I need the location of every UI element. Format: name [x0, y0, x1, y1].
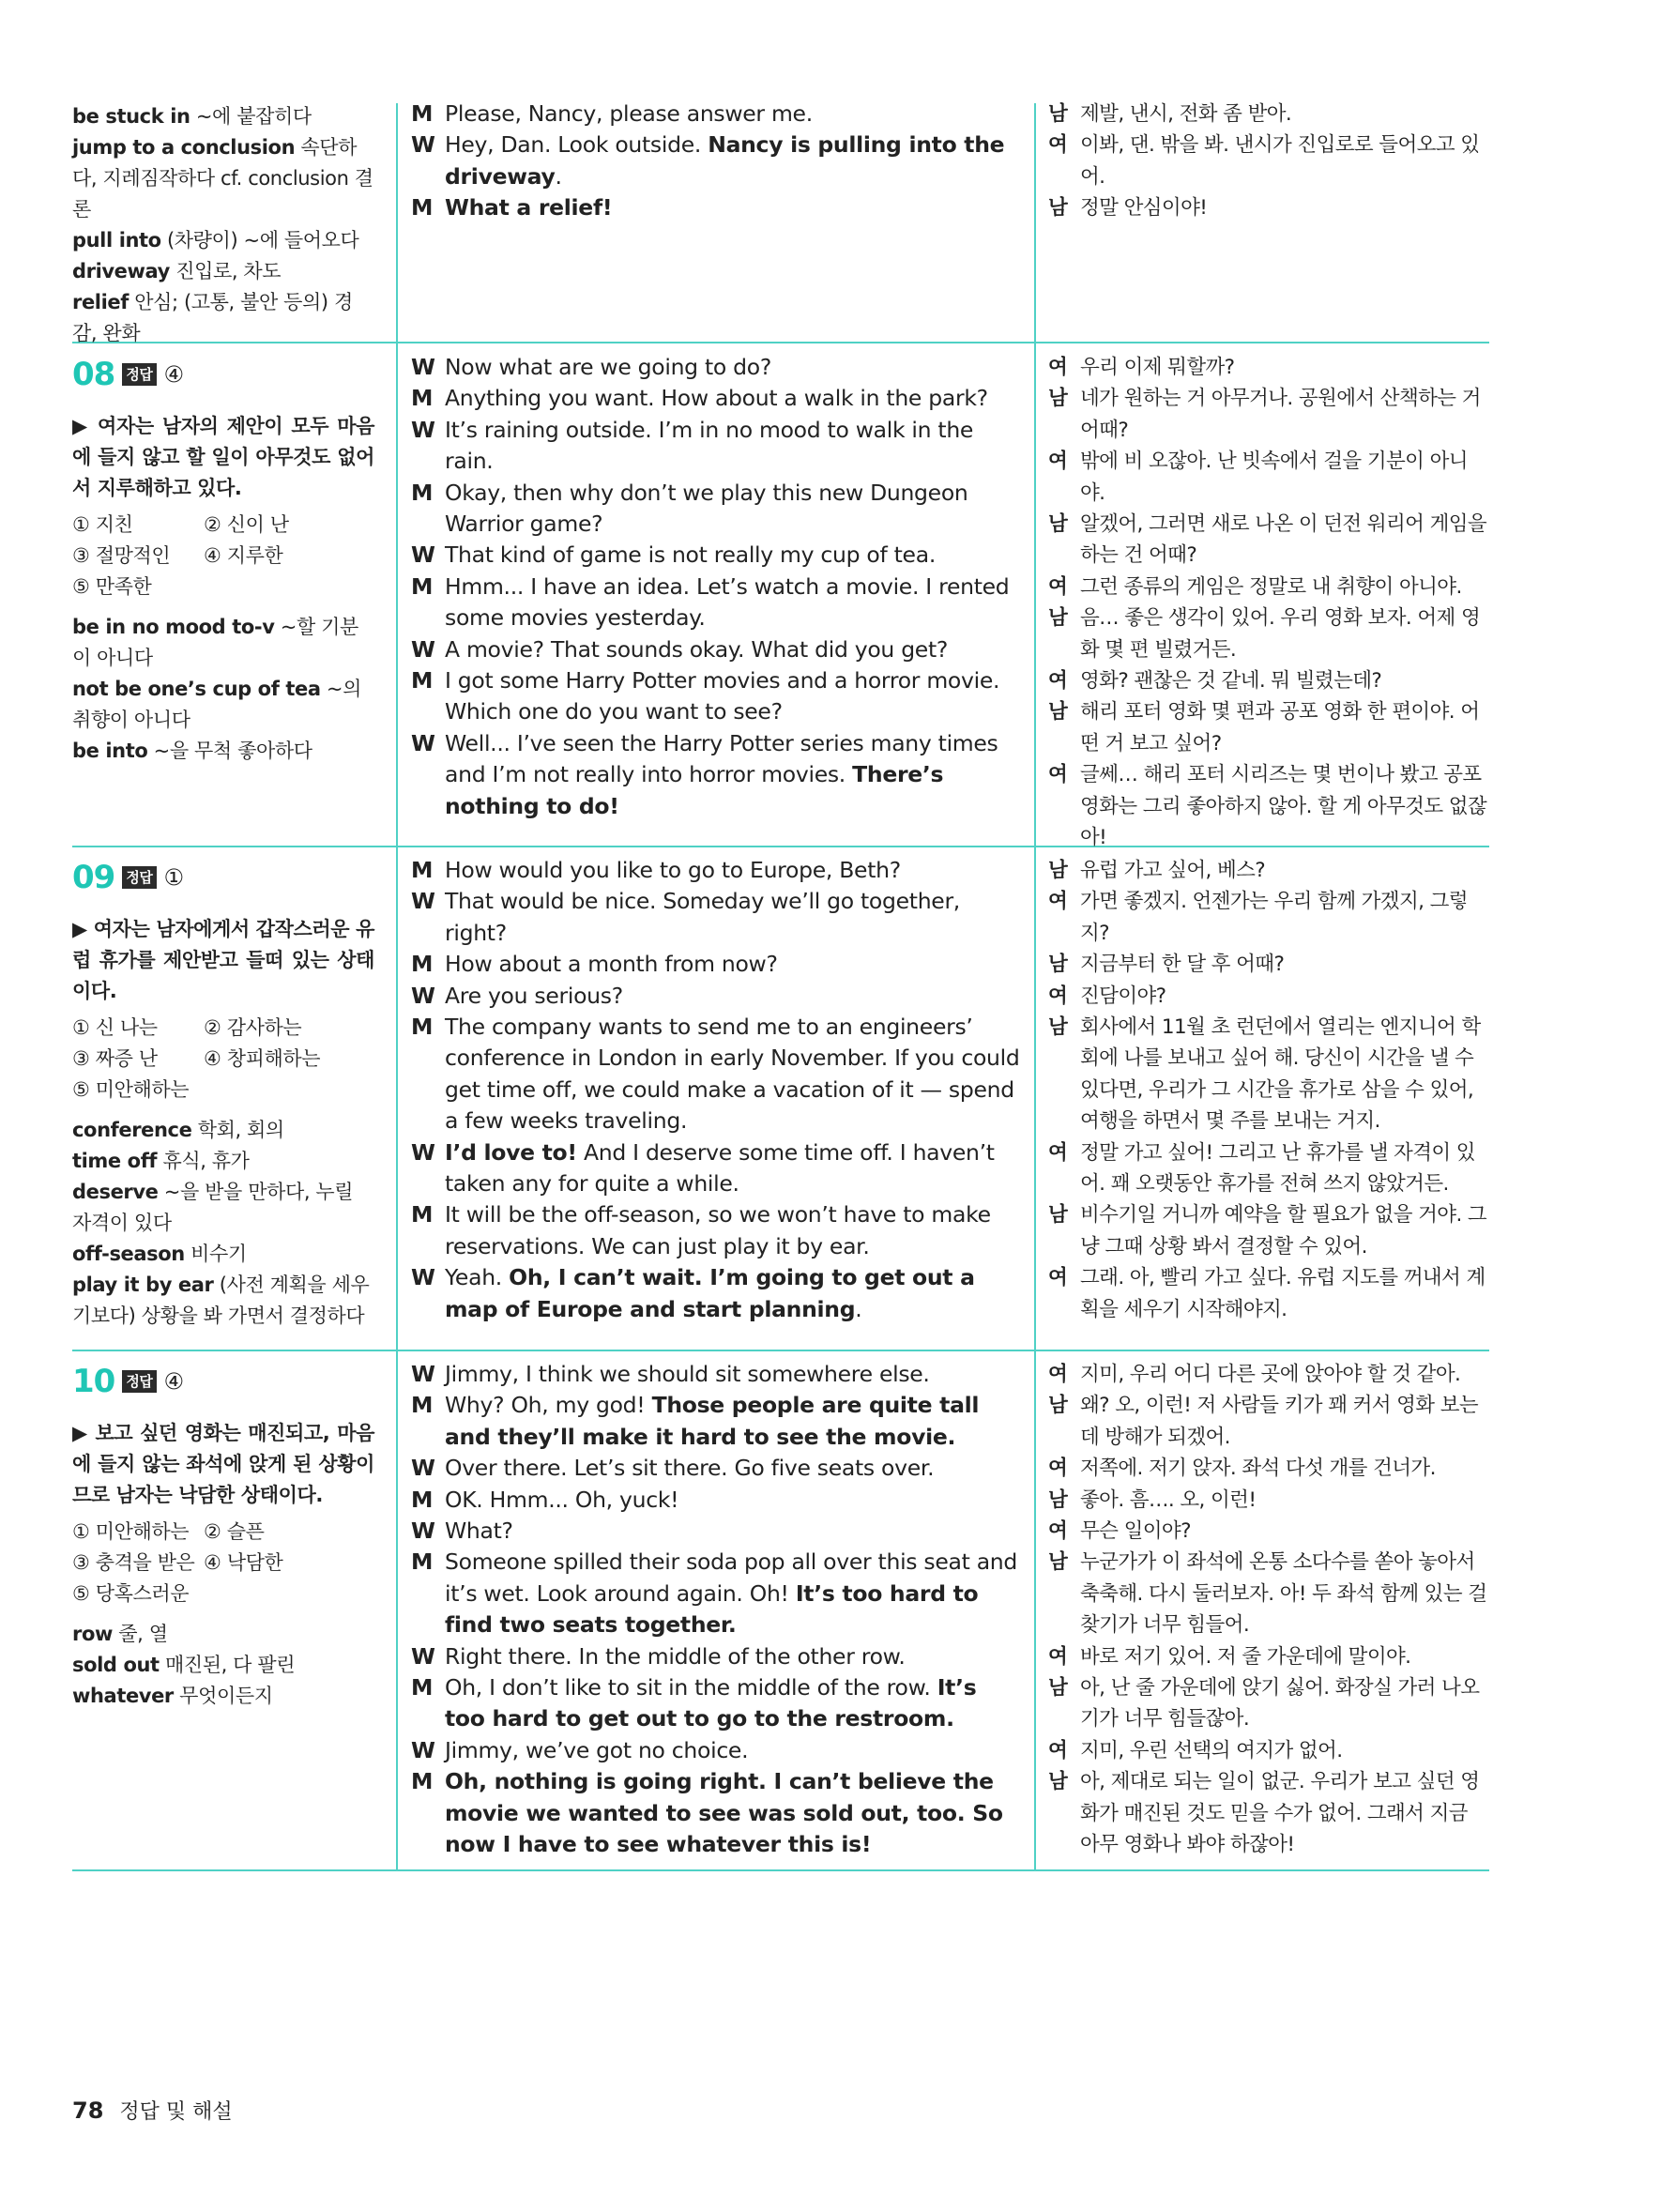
translation-line	[1048, 886, 1489, 949]
vocab-entry	[72, 1681, 374, 1712]
speaker-label: 여	[1048, 1140, 1068, 1165]
explanation-column	[72, 854, 374, 1332]
speaker-label: 여	[1048, 574, 1068, 599]
translation-text: 이봐, 댄. 밖을 봐. 낸시가 진입로로 들어오고 있어.	[1080, 133, 1480, 189]
speaker-label: 여	[1048, 356, 1068, 379]
vocab-entry	[72, 225, 374, 256]
dialogue-line	[411, 1137, 1021, 1200]
translation-line	[1048, 1516, 1489, 1547]
speaker-label: W	[411, 982, 435, 1009]
translation-text: 영화? 괜찮은 것 같네. 뭐 빌렸는데?	[1080, 669, 1382, 694]
vocab-definition: 안심; (고통, 불안 등의) 경감, 완화	[72, 291, 353, 344]
dialogue-text: How about a month from now?	[445, 951, 778, 978]
speaker-label: M	[411, 1201, 434, 1228]
speaker-label: M	[411, 951, 434, 978]
vocab-term: not be one’s cup of tea	[72, 678, 321, 700]
vocab-definition: 매진된, 다 팔린	[159, 1654, 296, 1676]
translation-text: 저쪽에. 저기 앉자. 좌석 다섯 개를 건너가.	[1080, 1457, 1436, 1481]
vocab-definition: ~의 취향이 아니다	[72, 678, 361, 731]
speaker-label: M	[411, 385, 434, 412]
speaker-label: M	[411, 100, 434, 127]
translation-line	[1048, 352, 1489, 383]
key-phrase: Oh, I can’t wait. I’m going to get out a map of Europe and start planning	[445, 1264, 975, 1322]
speaker-label: M	[411, 1768, 434, 1795]
translation-text: 글쎄… 해리 포터 시리즈는 몇 번이나 봤고 공포 영화는 그리 좋아하지 않아. 할 게 아무것도 없잖아!	[1080, 763, 1487, 850]
dialogue-line	[411, 130, 1021, 192]
dialogue-text: .	[855, 1295, 862, 1322]
speaker-label: M	[411, 1392, 434, 1419]
vocab-entry	[72, 1650, 374, 1681]
dialogue-text: What?	[445, 1518, 513, 1545]
vocab-term: conference	[72, 1119, 192, 1141]
dialogue-line	[411, 665, 1021, 728]
translation-text: 가면 좋겠지. 언젠가는 우리 함께 가겠지, 그렇지?	[1080, 890, 1468, 945]
dialogue-column	[411, 352, 1021, 822]
translation-column	[1048, 352, 1489, 854]
dialogue-text: How would you like to go to Europe, Beth?	[445, 857, 901, 883]
key-phrase: I’d love to!	[445, 1138, 577, 1166]
vocab-definition: 진입로, 차도	[169, 260, 282, 282]
speaker-label: 남	[1048, 859, 1068, 882]
dialogue-line	[411, 886, 1021, 949]
vocab-definition: ~에 붙잡히다	[190, 105, 312, 128]
key-phrase: Nancy is pulling into the driveway	[445, 131, 1005, 190]
vocab-entry	[72, 736, 374, 767]
speaker-label: 여	[1048, 133, 1068, 158]
translation-column	[1048, 1359, 1489, 1861]
speaker-label: W	[411, 635, 435, 663]
dialogue-text: Are you serious?	[445, 982, 623, 1009]
key-phrase: It’s too hard to get out to go to the restroom.	[445, 1674, 977, 1732]
option-item: ④ 지루한	[204, 544, 283, 567]
translation-text: 해리 포터 영화 몇 편과 공포 영화 한 편이야. 어떤 거 보고 싶어?	[1080, 700, 1480, 755]
speaker-label: 여	[1048, 1644, 1068, 1669]
vocab-term: time off	[72, 1150, 158, 1172]
dialogue-line	[411, 192, 1021, 223]
speaker-label: 여	[1048, 1457, 1068, 1481]
dialogue-line	[411, 1012, 1021, 1137]
dialogue-line	[411, 1766, 1021, 1860]
vocab-term: be stuck in	[72, 105, 190, 128]
translation-text: 왜? 오, 이런! 저 사람들 키가 꽤 커서 영화 보는 데 방해가 되겠어.	[1080, 1394, 1479, 1449]
dialogue-line	[411, 1199, 1021, 1262]
answer-options	[72, 1013, 374, 1106]
translation-line	[1048, 665, 1489, 696]
dialogue-line	[411, 1262, 1021, 1325]
speaker-label: 여	[1048, 984, 1068, 1008]
option-item: ④ 낙담한	[204, 1551, 283, 1574]
translation-line	[1048, 1641, 1489, 1672]
translation-text: 정말 안심이야!	[1080, 196, 1208, 221]
dialogue-text: Jimmy, we’ve got no choice.	[445, 1736, 749, 1763]
option-item: ① 신 나는	[72, 1016, 158, 1039]
speaker-label: W	[411, 1361, 435, 1387]
dialogue-line	[411, 634, 1021, 665]
translation-line	[1048, 1547, 1489, 1640]
translation-line	[1048, 383, 1489, 446]
translation-text: 우리 이제 뭐할까?	[1080, 356, 1235, 379]
translation-text: 정말 가고 싶어! 그리고 난 휴가를 낼 자격이 있어. 꽤 오랫동안 휴가를 전혀 쓰지 않았거든.	[1080, 1140, 1475, 1197]
option-item: ② 신이 난	[204, 513, 289, 536]
key-phrase: There’s nothing to do!	[445, 761, 944, 819]
dialogue-line	[411, 1390, 1021, 1453]
dialogue-line	[411, 352, 1021, 383]
dialogue-line	[411, 572, 1021, 634]
page-footer	[72, 2096, 233, 2125]
page-number: 78	[72, 2098, 104, 2124]
option-item: ③ 충격을 받은	[72, 1551, 195, 1574]
translation-column	[1048, 99, 1489, 224]
dialogue-line	[411, 1672, 1021, 1735]
column-divider-left	[396, 103, 398, 1871]
dialogue-text: A movie? That sounds okay. What did you get?	[445, 635, 949, 663]
speaker-label: 여	[1048, 1363, 1068, 1386]
dialogue-line	[411, 949, 1021, 980]
translation-text: 회사에서 11월 초 런던에서 열리는 엔지니어 학회에 나를 보내고 싶어 해. 당신이 시간을 낼 수 있다면, 우리가 그 시간을 휴가로 삼을 수 있어, 여행을 하면서 몇 주를 보내는 거지.	[1080, 1015, 1481, 1134]
vocab-term: whatever	[72, 1685, 174, 1707]
dialogue-line	[411, 383, 1021, 414]
speaker-label: 남	[1048, 1487, 1068, 1512]
speaker-label: W	[411, 1138, 435, 1166]
dialogue-text: That would be nice. Someday we’ll go together, right?	[445, 888, 960, 946]
speaker-label: W	[411, 1518, 435, 1545]
vocab-term: row	[72, 1623, 113, 1645]
translation-line	[1048, 1453, 1489, 1484]
vocab-definition: 비수기	[184, 1243, 247, 1265]
speaker-label: M	[411, 1486, 434, 1513]
dialogue-text: Anything you want. How about a walk in the park?	[445, 385, 988, 412]
vocab-entry	[72, 674, 374, 736]
translation-text: 누군가가 이 좌석에 온통 소다수를 쏟아 놓아서 축축해. 다시 둘러보자. 아! 두 좌석 함께 있는 걸 찾기가 너무 힘들어.	[1080, 1550, 1487, 1638]
translation-text: 지미, 우리 어디 다른 곳에 앉아야 할 것 같아.	[1080, 1363, 1461, 1386]
speaker-label: W	[411, 542, 435, 569]
dialogue-text: It will be the off-season, so we won’t have to make reservations. We can just play it by ear.	[445, 1201, 991, 1259]
dialogue-line	[411, 1547, 1021, 1640]
speaker-label: W	[411, 1642, 435, 1670]
dialogue-line	[411, 1453, 1021, 1484]
speaker-label: 남	[1048, 196, 1068, 221]
dialogue-line	[411, 1516, 1021, 1547]
dialogue-line	[411, 1485, 1021, 1516]
speaker-label: 남	[1048, 606, 1068, 631]
speaker-label: W	[411, 354, 435, 380]
answer-options	[72, 510, 374, 603]
speaker-label: 남	[1048, 1676, 1068, 1701]
explanation-column	[72, 351, 374, 767]
dialogue-text: Yeah.	[445, 1264, 510, 1291]
dialogue-text: Someone spilled their soda pop all over this seat and it’s wet. Look around again. Oh!	[445, 1548, 1018, 1607]
explanation-text: ▶ 여자는 남자에게서 갑작스러운 유럽 휴가를 제안받고 들떠 있는 상태이다.	[72, 918, 374, 1002]
speaker-label: 여	[1048, 1519, 1068, 1544]
dialogue-text: I got some Harry Potter movies and a horror movie. Which one do you want to see?	[445, 667, 1000, 725]
vocab-definition: ~을 받을 만하다, 누릴 자격이 있다	[72, 1181, 354, 1234]
dialogue-text: Right there. In the middle of the other row.	[445, 1642, 906, 1670]
translation-text: 바로 저기 있어. 저 줄 가운데에 말이야.	[1080, 1644, 1411, 1669]
translation-text: 지금부터 한 달 후 어때?	[1080, 953, 1285, 977]
dialogue-column	[411, 855, 1021, 1325]
translation-text: 진담이야?	[1080, 984, 1166, 1008]
vocab-entry	[72, 101, 374, 132]
translation-text: 그런 종류의 게임은 정말로 내 취향이 아니야.	[1080, 574, 1462, 599]
vocab-term: off-season	[72, 1243, 185, 1265]
speaker-label: 남	[1048, 1203, 1068, 1228]
translation-text: 네가 원하는 거 아무거나. 공원에서 산책하는 거 어때?	[1080, 387, 1481, 442]
speaker-label: M	[411, 857, 434, 883]
translation-line	[1048, 1137, 1489, 1200]
speaker-label: 여	[1048, 1266, 1068, 1290]
speaker-label: W	[411, 1455, 435, 1482]
speaker-label: M	[411, 1014, 434, 1041]
translation-text: 밖에 비 오잖아. 난 빗속에서 걸을 기분이 아니야.	[1080, 450, 1468, 505]
translation-line	[1048, 1012, 1489, 1137]
footer-label: 정답 및 해설	[119, 2100, 233, 2124]
translation-line	[1048, 759, 1489, 853]
speaker-label: M	[411, 572, 434, 600]
section-rule	[72, 1869, 1489, 1871]
speaker-label: W	[411, 416, 435, 443]
speaker-label: W	[411, 131, 435, 159]
speaker-label: 여	[1048, 890, 1068, 914]
translation-line	[1048, 1199, 1489, 1262]
dialogue-text: Well... I’ve seen the Harry Potter series many times and I’m not really into horror movies.	[445, 729, 998, 788]
speaker-label: 여	[1048, 1738, 1068, 1762]
translation-text: 비수기일 거니까 예약을 할 필요가 없을 거야. 그냥 그때 상황 봐서 결정할 수 있어.	[1080, 1203, 1487, 1259]
dialogue-line	[411, 478, 1021, 541]
answer-badge: 정답	[122, 1370, 156, 1393]
speaker-label: 남	[1048, 1015, 1068, 1040]
dialogue-text: The company wants to send me to an engineers’ conference in London in early November. If you could get time off, we could make a vacation of it — spend a few weeks traveling.	[445, 1014, 1020, 1135]
key-phrase: Those people are quite tall and they’ll make it hard to see the movie.	[445, 1392, 980, 1450]
translation-text: 좋아. 흠…. 오, 이런!	[1080, 1487, 1257, 1512]
explanation-text: ▶ 보고 싶던 영화는 매진되고, 마음에 들지 않는 좌석에 앉게 된 상황이므로 남자는 낙담한 상태이다.	[72, 1422, 374, 1506]
dialogue-column	[411, 1359, 1021, 1861]
speaker-label: W	[411, 1264, 435, 1291]
translation-line	[1048, 1485, 1489, 1516]
dialogue-text: Now what are we going to do?	[445, 354, 772, 380]
vocab-entry	[72, 1177, 374, 1239]
vocab-definition: (사전 계획을 세우기보다) 상황을 봐 가면서 결정하다	[72, 1274, 370, 1327]
speaker-label: 남	[1048, 1550, 1068, 1575]
dialogue-text: OK. Hmm... Oh, yuck!	[445, 1486, 679, 1513]
translation-text: 알겠어, 그러면 새로 나온 이 던전 워리어 게임을 하는 건 어때?	[1080, 512, 1487, 568]
translation-line	[1048, 981, 1489, 1012]
option-item: ① 미안해하는	[72, 1520, 190, 1543]
question-header	[72, 351, 374, 398]
vocab-term: relief	[72, 291, 129, 313]
translation-line	[1048, 446, 1489, 509]
vocab-definition: 속단하다, 지레짐작하다 cf. conclusion 결론	[72, 136, 373, 221]
vocab-term: jump to a conclusion	[72, 136, 296, 159]
translation-line	[1048, 1672, 1489, 1735]
question-number: 09	[72, 858, 115, 896]
vocab-entry	[72, 1270, 374, 1332]
vocab-term: sold out	[72, 1654, 160, 1676]
speaker-label: W	[411, 888, 435, 915]
option-item: ④ 창피해하는	[204, 1047, 321, 1070]
translation-text: 아, 난 줄 가운데에 앉기 싫어. 화장실 가러 나오기가 너무 힘들잖아.	[1080, 1676, 1480, 1731]
key-phrase: What a relief!	[445, 194, 613, 221]
question-header	[72, 1358, 374, 1405]
translation-text: 음… 좋은 생각이 있어. 우리 영화 보자. 어제 영화 몇 편 빌렸거든.	[1080, 606, 1481, 662]
dialogue-text: Over there. Let’s sit there. Go five seats over.	[445, 1455, 935, 1482]
translation-line	[1048, 572, 1489, 603]
vocab-entry	[72, 287, 374, 349]
vocab-entry	[72, 1115, 374, 1146]
dialogue-text: Okay, then why don’t we play this new Dungeon Warrior game?	[445, 479, 968, 538]
speaker-label: 남	[1048, 700, 1068, 725]
answer-value: ④	[163, 1367, 184, 1395]
vocab-entry	[72, 1146, 374, 1177]
vocab-definition: 학회, 회의	[191, 1119, 284, 1141]
translation-text: 그래. 아, 빨리 가고 싶다. 유럽 지도를 꺼내서 계획을 세우기 시작해야지.	[1080, 1266, 1486, 1321]
option-item: ⑤ 미안해하는	[72, 1078, 190, 1101]
vocab-definition: 휴식, 휴가	[157, 1150, 250, 1172]
vocab-definition: 줄, 열	[112, 1623, 168, 1645]
dialogue-text: It’s raining outside. I’m in no mood to walk in the rain.	[445, 416, 974, 475]
translation-line	[1048, 603, 1489, 665]
speaker-label: W	[411, 1736, 435, 1763]
answer-value: ④	[163, 360, 184, 388]
section-rule	[72, 1350, 1489, 1351]
dialogue-line	[411, 1359, 1021, 1390]
translation-line	[1048, 130, 1489, 192]
vocab-term: driveway	[72, 260, 170, 282]
dialogue-line	[411, 855, 1021, 886]
vocab-entry	[72, 612, 374, 674]
dialogue-text: And I deserve some time off. I haven’t taken any for quite a while.	[445, 1138, 995, 1198]
speaker-label: M	[411, 667, 434, 694]
translation-text: 제발, 낸시, 전화 좀 받아.	[1080, 102, 1292, 126]
vocab-term: be in no mood to-v	[72, 616, 275, 638]
option-item: ② 감사하는	[204, 1016, 302, 1039]
speaker-label: M	[411, 479, 434, 506]
dialogue-line	[411, 415, 1021, 478]
translation-line	[1048, 99, 1489, 130]
vocab-term: deserve	[72, 1181, 159, 1203]
vocab-entry	[72, 132, 374, 225]
dialogue-line	[411, 728, 1021, 822]
speaker-label: M	[411, 1548, 434, 1576]
dialogue-text: Oh, I don’t like to sit in the middle of the row.	[445, 1674, 937, 1701]
option-item: ③ 짜증 난	[72, 1047, 158, 1070]
option-item: ① 지친	[72, 513, 133, 536]
answer-badge: 정답	[122, 363, 156, 386]
dialogue-text: Please, Nancy, please answer me.	[445, 100, 813, 127]
translation-text: 무슨 일이야?	[1080, 1519, 1191, 1544]
speaker-label: 남	[1048, 1394, 1068, 1418]
translation-text: 아, 제대로 되는 일이 없군. 우리가 보고 싶던 영화가 매진된 것도 믿을 수가 없어. 그래서 지금 아무 영화나 봐야 하잖아!	[1080, 1770, 1480, 1857]
vocab-definition: ~할 기분이 아니다	[72, 616, 358, 669]
speaker-label: 여	[1048, 450, 1068, 474]
dialogue-line	[411, 1735, 1021, 1766]
vocab-term: pull into	[72, 229, 161, 252]
column-divider-right	[1034, 103, 1036, 1871]
speaker-label: 남	[1048, 1770, 1068, 1794]
vocab-entry	[72, 1619, 374, 1650]
translation-line	[1048, 696, 1489, 759]
translation-line	[1048, 509, 1489, 572]
vocab-entry	[72, 256, 374, 287]
speaker-label: W	[411, 729, 435, 756]
key-phrase: It’s too hard to find two seats together.	[445, 1579, 979, 1639]
translation-line	[1048, 1262, 1489, 1325]
dialogue-line	[411, 981, 1021, 1012]
option-item: ⑤ 만족한	[72, 575, 152, 598]
speaker-label: M	[411, 194, 434, 221]
dialogue-text: That kind of game is not really my cup of tea.	[445, 542, 936, 569]
vocab-entry	[72, 1239, 374, 1270]
key-phrase: Oh, nothing is going right. I can’t believe the movie we wanted to see was sold out, too. So now I have to see whatever this is!	[445, 1768, 1003, 1858]
option-item: ③ 절망적인	[72, 544, 171, 567]
vocab-definition: 무엇이든지	[173, 1685, 273, 1707]
dialogue-text: Jimmy, I think we should sit somewhere else.	[445, 1361, 930, 1387]
vocab-definition: ~을 무척 좋아하다	[147, 740, 312, 762]
explanation-text: ▶ 여자는 남자의 제안이 모두 마음에 들지 않고 할 일이 아무것도 없어서 지루해하고 있다.	[72, 415, 374, 499]
translation-text: 지미, 우린 선택의 여지가 없어.	[1080, 1738, 1343, 1762]
translation-text: 유럽 가고 싶어, 베스?	[1080, 859, 1266, 882]
question-number: 10	[72, 1362, 115, 1400]
question-number: 08	[72, 355, 115, 393]
dialogue-line	[411, 540, 1021, 571]
speaker-label: 남	[1048, 953, 1068, 977]
dialogue-text: .	[555, 162, 562, 190]
question-header	[72, 854, 374, 901]
speaker-label: 여	[1048, 763, 1068, 787]
speaker-label: 남	[1048, 512, 1068, 537]
translation-column	[1048, 855, 1489, 1325]
dialogue-text: Why? Oh, my god!	[445, 1392, 652, 1419]
vocab-definition: (차량이) ~에 들어오다	[160, 229, 359, 252]
dialogue-text: Hey, Dan. Look outside.	[445, 131, 708, 159]
dialogue-text: Hmm... I have an idea. Let’s watch a movie. I rented some movies yesterday.	[445, 572, 1010, 632]
explanation-column	[72, 1358, 374, 1712]
speaker-label: M	[411, 1674, 434, 1701]
option-item: ⑤ 당혹스러운	[72, 1582, 190, 1605]
answer-value: ①	[163, 863, 184, 891]
translation-line	[1048, 1766, 1489, 1860]
dialogue-column	[411, 99, 1021, 224]
translation-line	[1048, 855, 1489, 886]
dialogue-line	[411, 99, 1021, 130]
translation-line	[1048, 192, 1489, 223]
dialogue-line	[411, 1641, 1021, 1672]
answer-options	[72, 1517, 374, 1609]
translation-line	[1048, 1735, 1489, 1766]
translation-line	[1048, 949, 1489, 980]
translation-line	[1048, 1390, 1489, 1453]
translation-line	[1048, 1359, 1489, 1390]
speaker-label: 남	[1048, 387, 1068, 411]
vocab-term: play it by ear	[72, 1274, 214, 1296]
explanation-column	[72, 101, 374, 349]
speaker-label: 남	[1048, 102, 1068, 126]
vocab-term: be into	[72, 740, 148, 762]
option-item: ② 슬픈	[204, 1520, 265, 1543]
speaker-label: 여	[1048, 669, 1068, 694]
answer-badge: 정답	[122, 866, 156, 889]
